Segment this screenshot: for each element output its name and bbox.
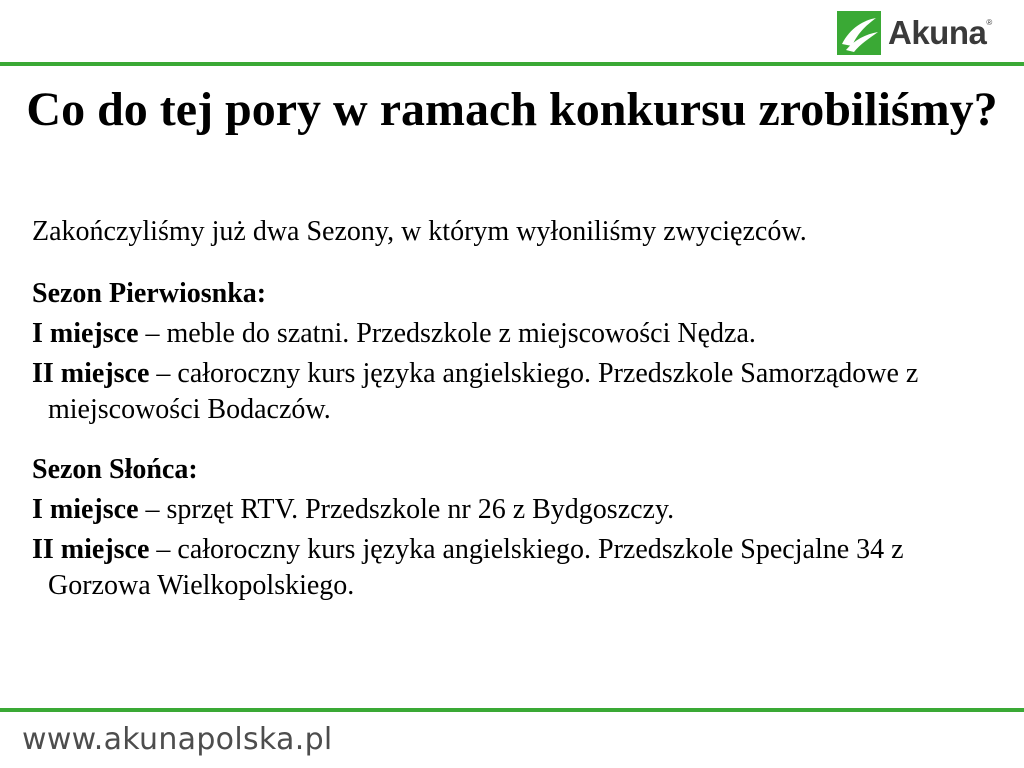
place-item: [32, 492, 992, 528]
bottom-divider: [0, 708, 1024, 712]
section-heading: Sezon Pierwiosnka:: [32, 278, 267, 309]
place-item: [32, 532, 992, 604]
place-item: [32, 356, 992, 428]
place-text: – całoroczny kurs języka angielskiego. Przedszkole Specjalne 34 z Gorzowa Wielkopolskiego.: [48, 534, 904, 601]
section-pierwiosnka: [32, 276, 992, 428]
logo-wordmark: Akuna: [888, 14, 987, 51]
place-text: – całoroczny kurs języka angielskiego. Przedszkole Samorządowe z miejscowości Bodaczów.: [48, 358, 919, 425]
leaf-logo-icon: [836, 10, 882, 56]
place-label: I miejsce: [32, 494, 139, 525]
place-text: – sprzęt RTV. Przedszkole nr 26 z Bydgoszczy.: [145, 494, 675, 525]
footer-url: www.akunapolska.pl: [22, 722, 333, 757]
section-slonca: [32, 452, 992, 604]
place-item: [32, 316, 992, 352]
slide-content: [32, 212, 992, 628]
slide-title: Co do tej pory w ramach konkursu zrobiliśmy?: [26, 83, 998, 136]
place-label: II miejsce: [32, 534, 150, 565]
place-text: – meble do szatni. Przedszkole z miejscowości Nędza.: [145, 318, 756, 349]
registered-mark: ®: [986, 18, 993, 27]
place-label: I miejsce: [32, 318, 139, 349]
section-heading: Sezon Słońca:: [32, 454, 198, 485]
place-label: II miejsce: [32, 358, 150, 389]
akuna-logo: [836, 8, 1012, 58]
intro-text: Zakończyliśmy już dwa Sezony, w którym wyłoniliśmy zwycięzców.: [32, 216, 807, 247]
top-divider: [0, 62, 1024, 66]
